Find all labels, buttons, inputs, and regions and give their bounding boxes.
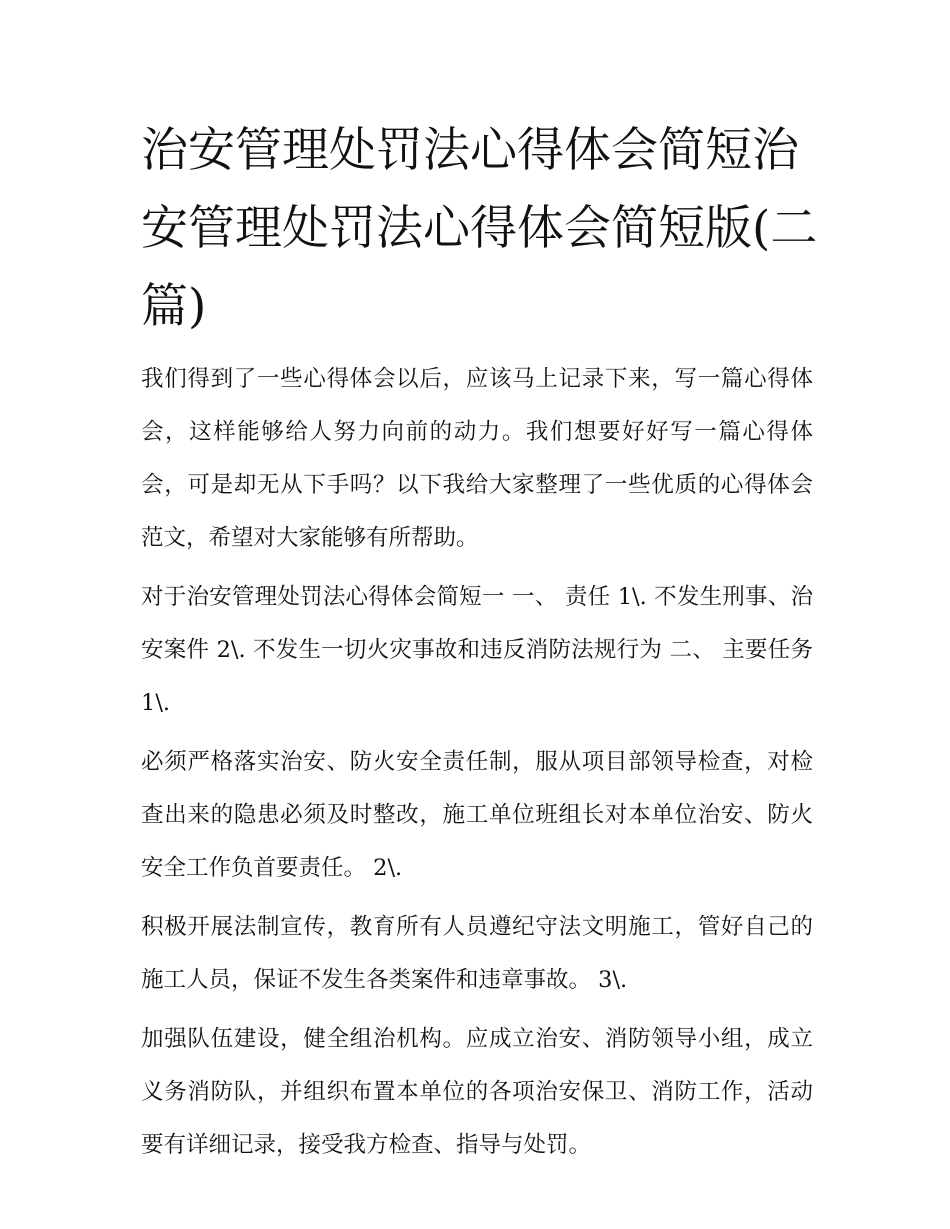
- paragraph-intro: 我们得到了一些心得体会以后，应该马上记录下来，写一篇心得体会，这样能够给人努力向前的动力。我们想要好好写一篇心得体会，可是却无从下手吗？以下我给大家整理了一些优质的心得体会范文，希望对大家能够有所帮助。: [141, 366, 813, 551]
- paragraph-responsibility: 对于治安管理处罚法心得体会简短一 一、 责任 1\. 不发生刑事、治安案件 2\. 不发生一切火灾事故和违反消防法规行为 二、 主要任务 1\.: [141, 584, 813, 716]
- document-body: [141, 353, 813, 1178]
- paragraph-task-1: 必须严格落实治安、防火安全责任制，服从项目部领导检查，对检查出来的隐患必须及时整改，施工单位班组长对本单位治安、防火安全工作负首要责任。 2\.: [141, 749, 813, 881]
- paragraph-task-2: 积极开展法制宣传，教育所有人员遵纪守法文明施工，管好自己的施工人员，保证不发生各类案件和违章事故。 3\.: [141, 914, 813, 993]
- paragraph-task-3: 加强队伍建设，健全组治机构。应成立治安、消防领导小组，成立义务消防队，并组织布置本单位的各项治安保卫、消防工作，活动要有详细记录，接受我方检查、指导与处罚。: [141, 1026, 813, 1158]
- document-title: 治安管理处罚法心得体会简短治安管理处罚法心得体会简短版(二篇): [141, 123, 818, 334]
